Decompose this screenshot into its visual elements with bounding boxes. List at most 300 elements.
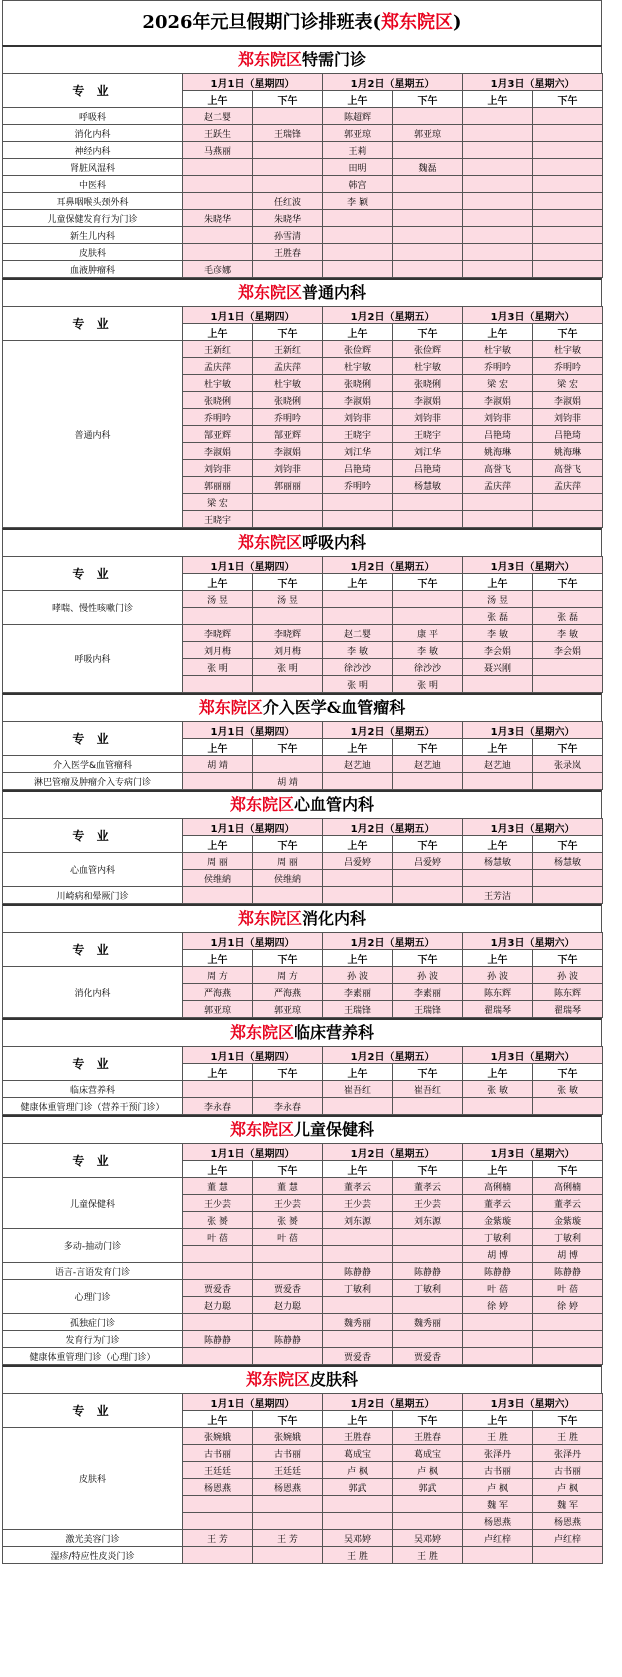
doctor-cell: 王胜春 <box>323 1428 393 1445</box>
doctor-cell: 张 敏 <box>463 1081 533 1098</box>
section-dept: 呼吸内科 <box>302 533 367 552</box>
pm-header: 下午 <box>253 739 323 756</box>
doctor-cell: 孙 波 <box>323 967 393 984</box>
pm-header: 下午 <box>253 836 323 853</box>
specialty-header: 专 业 <box>3 1144 183 1178</box>
doctor-cell <box>323 773 393 790</box>
pm-header: 下午 <box>253 1411 323 1428</box>
doctor-cell: 汤 昱 <box>463 591 533 608</box>
doctor-cell: 张俭辉 <box>323 341 393 358</box>
doctor-cell: 郜亚辉 <box>253 426 323 443</box>
doctor-cell: 王胜春 <box>253 244 323 261</box>
table-row <box>3 1263 603 1280</box>
doctor-cell <box>533 227 603 244</box>
specialty-header: 专 业 <box>3 74 183 108</box>
doctor-cell: 董孝云 <box>323 1178 393 1195</box>
doctor-cell: 李晓辉 <box>183 625 253 642</box>
doctor-cell: 张录岚 <box>533 756 603 773</box>
doctor-cell: 吕艳琦 <box>393 460 463 477</box>
doctor-cell: 赵二婴 <box>183 108 253 125</box>
doctor-cell <box>463 210 533 227</box>
doctor-cell <box>533 244 603 261</box>
doctor-cell: 张 磊 <box>533 608 603 625</box>
header-row-dates <box>3 307 603 324</box>
doctor-cell: 赵力聪 <box>253 1297 323 1314</box>
pm-header: 下午 <box>533 1411 603 1428</box>
date-header: 1月2日（星期五） <box>323 74 463 91</box>
doctor-cell: 崔吾红 <box>323 1081 393 1098</box>
doctor-cell: 王新红 <box>183 341 253 358</box>
doctor-cell <box>463 1348 533 1365</box>
table-row <box>3 773 603 790</box>
section-campus: 郑东院区 <box>237 533 302 552</box>
section-title <box>2 904 602 932</box>
doctor-cell <box>253 159 323 176</box>
date-header: 1月3日（星期六） <box>463 1047 603 1064</box>
doctor-cell: 赵艺迪 <box>393 756 463 773</box>
doctor-cell: 李素丽 <box>393 984 463 1001</box>
pm-header: 下午 <box>253 91 323 108</box>
doctor-cell: 王晓宇 <box>183 511 253 528</box>
pm-header: 下午 <box>393 950 463 967</box>
specialty-header: 专 业 <box>3 1394 183 1428</box>
doctor-cell <box>393 591 463 608</box>
schedule-table <box>2 556 603 693</box>
doctor-cell <box>463 176 533 193</box>
doctor-cell: 魏 军 <box>463 1496 533 1513</box>
doctor-cell: 崔吾红 <box>393 1081 463 1098</box>
date-header: 1月1日（星期四） <box>183 1144 323 1161</box>
doctor-cell: 吴邓婷 <box>323 1530 393 1547</box>
specialty-cell: 呼吸科 <box>3 108 183 125</box>
schedule-table <box>2 721 603 790</box>
doctor-cell: 魏磊 <box>393 159 463 176</box>
date-header: 1月3日（星期六） <box>463 933 603 950</box>
pm-header: 下午 <box>393 1411 463 1428</box>
doctor-cell: 葛成宝 <box>323 1445 393 1462</box>
doctor-cell: 陈静静 <box>533 1263 603 1280</box>
doctor-cell: 杨恩燕 <box>533 1513 603 1530</box>
doctor-cell <box>463 494 533 511</box>
doctor-cell <box>253 608 323 625</box>
specialty-cell: 健康体重管理门诊（心理门诊） <box>3 1348 183 1365</box>
section-campus: 郑东院区 <box>198 698 263 717</box>
doctor-cell <box>183 193 253 210</box>
doctor-cell: 李 敏 <box>463 625 533 642</box>
doctor-cell: 张婉娥 <box>253 1428 323 1445</box>
doctor-cell: 卢红梓 <box>533 1530 603 1547</box>
doctor-cell: 胡 博 <box>463 1246 533 1263</box>
pm-header: 下午 <box>533 1064 603 1081</box>
doctor-cell: 王瑞锋 <box>323 1001 393 1018</box>
doctor-cell <box>533 1098 603 1115</box>
pm-header: 下午 <box>253 574 323 591</box>
section-dept: 临床营养科 <box>294 1023 375 1042</box>
doctor-cell: 丁敏利 <box>393 1280 463 1297</box>
specialty-cell: 中医科 <box>3 176 183 193</box>
doctor-cell <box>533 193 603 210</box>
doctor-cell: 李会娟 <box>533 642 603 659</box>
doctor-cell <box>183 1496 253 1513</box>
specialty-cell: 哮喘、慢性咳嗽门诊 <box>3 591 183 625</box>
doctor-cell: 吕爱婷 <box>323 853 393 870</box>
doctor-cell <box>183 676 253 693</box>
doctor-cell: 杨恩燕 <box>463 1513 533 1530</box>
doctor-cell <box>533 176 603 193</box>
doctor-cell: 李 颖 <box>323 193 393 210</box>
date-header: 1月1日（星期四） <box>183 1394 323 1411</box>
table-row <box>3 1314 603 1331</box>
doctor-cell <box>393 210 463 227</box>
date-header: 1月3日（星期六） <box>463 74 603 91</box>
pm-header: 下午 <box>253 1161 323 1178</box>
am-header: 上午 <box>183 836 253 853</box>
doctor-cell: 李淑娟 <box>393 392 463 409</box>
doctor-cell <box>323 608 393 625</box>
am-header: 上午 <box>323 574 393 591</box>
doctor-cell: 刘钧菲 <box>533 409 603 426</box>
date-header: 1月2日（星期五） <box>323 1394 463 1411</box>
doctor-cell: 董 慧 <box>183 1178 253 1195</box>
section-campus: 郑东院区 <box>229 795 294 814</box>
specialty-cell: 孤独症门诊 <box>3 1314 183 1331</box>
doctor-cell <box>393 261 463 278</box>
specialty-header: 专 业 <box>3 1047 183 1081</box>
schedule-table <box>2 1046 603 1115</box>
doctor-cell: 聂兴刚 <box>463 659 533 676</box>
doctor-cell <box>253 756 323 773</box>
doctor-cell: 郭亚琼 <box>183 1001 253 1018</box>
table-row <box>3 125 603 142</box>
doctor-cell <box>393 1246 463 1263</box>
doctor-cell <box>183 1513 253 1530</box>
doctor-cell <box>253 108 323 125</box>
table-row <box>3 1348 603 1365</box>
doctor-cell <box>183 244 253 261</box>
schedule-sections <box>2 45 602 1564</box>
doctor-cell: 赵艺迪 <box>323 756 393 773</box>
section-campus: 郑东院区 <box>237 50 302 69</box>
doctor-cell: 杜宇敏 <box>253 375 323 392</box>
specialty-cell: 湿疹/特应性皮炎门诊 <box>3 1547 183 1564</box>
doctor-cell <box>253 176 323 193</box>
doctor-cell <box>323 494 393 511</box>
doctor-cell: 王廷廷 <box>253 1462 323 1479</box>
doctor-cell: 刘江华 <box>323 443 393 460</box>
doctor-cell: 王芳洁 <box>463 887 533 904</box>
doctor-cell: 陈东辉 <box>533 984 603 1001</box>
doctor-cell: 乔明吟 <box>533 358 603 375</box>
doctor-cell <box>323 870 393 887</box>
doctor-cell <box>183 608 253 625</box>
doctor-cell: 杨恩燕 <box>183 1479 253 1496</box>
table-row <box>3 1081 603 1098</box>
doctor-cell: 王 芳 <box>183 1530 253 1547</box>
doctor-cell: 贾爱香 <box>323 1348 393 1365</box>
doctor-cell: 王 芳 <box>253 1530 323 1547</box>
table-row <box>3 591 603 608</box>
am-header: 上午 <box>183 950 253 967</box>
doctor-cell <box>323 227 393 244</box>
doctor-cell: 田明 <box>323 159 393 176</box>
pm-header: 下午 <box>393 574 463 591</box>
doctor-cell: 乔明吟 <box>183 409 253 426</box>
table-row <box>3 159 603 176</box>
doctor-cell <box>253 676 323 693</box>
section-campus: 郑东院区 <box>229 1023 294 1042</box>
doctor-cell: 毛彦娜 <box>183 261 253 278</box>
date-header: 1月2日（星期五） <box>323 307 463 324</box>
table-row <box>3 967 603 984</box>
doctor-cell <box>323 511 393 528</box>
specialty-header: 专 业 <box>3 557 183 591</box>
doctor-cell: 李晓辉 <box>253 625 323 642</box>
pm-header: 下午 <box>393 91 463 108</box>
doctor-cell <box>533 591 603 608</box>
doctor-cell <box>323 1331 393 1348</box>
doctor-cell: 姚海琳 <box>533 443 603 460</box>
doctor-cell <box>393 870 463 887</box>
doctor-cell: 王新红 <box>253 341 323 358</box>
doctor-cell <box>323 591 393 608</box>
doctor-cell: 丁敏利 <box>323 1280 393 1297</box>
doctor-cell: 魏 军 <box>533 1496 603 1513</box>
doctor-cell: 张 磊 <box>463 608 533 625</box>
section-title <box>2 693 602 721</box>
doctor-cell <box>393 773 463 790</box>
doctor-cell: 刘月梅 <box>183 642 253 659</box>
doctor-cell <box>463 676 533 693</box>
specialty-cell: 儿童保健科 <box>3 1178 183 1229</box>
doctor-cell: 李会娟 <box>463 642 533 659</box>
doctor-cell: 杜宇敏 <box>463 341 533 358</box>
table-row <box>3 1428 603 1445</box>
doctor-cell: 董孝云 <box>533 1195 603 1212</box>
section-dept: 消化内科 <box>302 909 367 928</box>
title-main: 2026年元旦假期门诊排班表( <box>142 12 382 33</box>
date-header: 1月1日（星期四） <box>183 307 323 324</box>
doctor-cell: 郜亚辉 <box>183 426 253 443</box>
schedule-page <box>2 0 602 1564</box>
doctor-cell <box>533 676 603 693</box>
doctor-cell: 王瑞锋 <box>393 1001 463 1018</box>
doctor-cell: 古书丽 <box>463 1462 533 1479</box>
table-row <box>3 1331 603 1348</box>
doctor-cell: 吴邓婷 <box>393 1530 463 1547</box>
doctor-cell: 李 敏 <box>533 625 603 642</box>
doctor-cell: 孟庆萍 <box>533 477 603 494</box>
doctor-cell: 郭武 <box>393 1479 463 1496</box>
doctor-cell: 李淑娟 <box>323 392 393 409</box>
doctor-cell: 任红波 <box>253 193 323 210</box>
doctor-cell: 贾爱香 <box>253 1280 323 1297</box>
doctor-cell: 郭亚琼 <box>323 125 393 142</box>
specialty-header: 专 业 <box>3 819 183 853</box>
doctor-cell: 梁 宏 <box>533 375 603 392</box>
doctor-cell: 刘钧菲 <box>183 460 253 477</box>
am-header: 上午 <box>183 574 253 591</box>
doctor-cell: 杜宇敏 <box>183 375 253 392</box>
doctor-cell: 张 明 <box>323 676 393 693</box>
date-header: 1月3日（星期六） <box>463 722 603 739</box>
doctor-cell <box>393 608 463 625</box>
schedule-table <box>2 932 603 1018</box>
doctor-cell: 杨慧敏 <box>463 853 533 870</box>
doctor-cell: 王少芸 <box>393 1195 463 1212</box>
doctor-cell: 康 平 <box>393 625 463 642</box>
doctor-cell: 陈静静 <box>463 1263 533 1280</box>
doctor-cell: 孙 波 <box>393 967 463 984</box>
doctor-cell: 汤 昱 <box>183 591 253 608</box>
pm-header: 下午 <box>253 1064 323 1081</box>
doctor-cell <box>533 1348 603 1365</box>
doctor-cell: 张俭辉 <box>393 341 463 358</box>
doctor-cell: 徐沙沙 <box>393 659 463 676</box>
doctor-cell: 郭亚琼 <box>393 125 463 142</box>
doctor-cell: 张 明 <box>393 676 463 693</box>
section-title <box>2 1018 602 1046</box>
doctor-cell: 杨恩燕 <box>253 1479 323 1496</box>
doctor-cell: 吕艳琦 <box>463 426 533 443</box>
doctor-cell: 赵力聪 <box>183 1297 253 1314</box>
am-header: 上午 <box>323 836 393 853</box>
doctor-cell: 葛成宝 <box>393 1445 463 1462</box>
doctor-cell <box>463 1331 533 1348</box>
doctor-cell: 董孝云 <box>463 1195 533 1212</box>
doctor-cell: 叶 蓓 <box>183 1229 253 1246</box>
doctor-cell: 高俐楠 <box>533 1178 603 1195</box>
specialty-cell: 淋巴管瘤及肿瘤介入专病门诊 <box>3 773 183 790</box>
am-header: 上午 <box>323 950 393 967</box>
am-header: 上午 <box>183 1064 253 1081</box>
doctor-cell: 李 敏 <box>323 642 393 659</box>
doctor-cell: 陈静静 <box>393 1263 463 1280</box>
date-header: 1月2日（星期五） <box>323 1047 463 1064</box>
pm-header: 下午 <box>253 950 323 967</box>
doctor-cell <box>253 1314 323 1331</box>
header-row-dates <box>3 74 603 91</box>
specialty-cell: 多动-抽动门诊 <box>3 1229 183 1263</box>
doctor-cell <box>183 1314 253 1331</box>
doctor-cell: 金紫璇 <box>533 1212 603 1229</box>
doctor-cell <box>323 210 393 227</box>
specialty-cell: 临床营养科 <box>3 1081 183 1098</box>
doctor-cell: 姚海琳 <box>463 443 533 460</box>
table-row <box>3 1098 603 1115</box>
doctor-cell: 孙 波 <box>463 967 533 984</box>
specialty-cell: 消化内科 <box>3 125 183 142</box>
section-campus: 郑东院区 <box>237 909 302 928</box>
table-row <box>3 1178 603 1195</box>
table-row <box>3 193 603 210</box>
pm-header: 下午 <box>533 836 603 853</box>
doctor-cell <box>533 870 603 887</box>
pm-header: 下午 <box>533 91 603 108</box>
doctor-cell <box>463 227 533 244</box>
doctor-cell: 张晓俐 <box>183 392 253 409</box>
doctor-cell: 陈静静 <box>183 1331 253 1348</box>
pm-header: 下午 <box>533 574 603 591</box>
doctor-cell: 王瑞锋 <box>253 125 323 142</box>
doctor-cell: 张泽丹 <box>533 1445 603 1462</box>
table-row <box>3 227 603 244</box>
doctor-cell: 张 明 <box>253 659 323 676</box>
doctor-cell <box>183 887 253 904</box>
date-header: 1月2日（星期五） <box>323 722 463 739</box>
pm-header: 下午 <box>393 1161 463 1178</box>
doctor-cell <box>393 193 463 210</box>
doctor-cell: 王 胜 <box>533 1428 603 1445</box>
doctor-cell <box>533 125 603 142</box>
doctor-cell: 叶 蓓 <box>463 1280 533 1297</box>
doctor-cell <box>253 1263 323 1280</box>
doctor-cell <box>533 511 603 528</box>
table-row <box>3 625 603 642</box>
section-title <box>2 1115 602 1143</box>
doctor-cell <box>463 1098 533 1115</box>
table-row <box>3 1280 603 1297</box>
date-header: 1月1日（星期四） <box>183 74 323 91</box>
specialty-cell: 皮肤科 <box>3 244 183 261</box>
doctor-cell: 郭亚琼 <box>253 1001 323 1018</box>
doctor-cell: 刘江华 <box>393 443 463 460</box>
doctor-cell: 杨慧敏 <box>393 477 463 494</box>
doctor-cell: 郭丽丽 <box>253 477 323 494</box>
doctor-cell <box>533 210 603 227</box>
doctor-cell <box>393 1229 463 1246</box>
doctor-cell: 李永春 <box>253 1098 323 1115</box>
doctor-cell: 刘钧菲 <box>253 460 323 477</box>
pm-header: 下午 <box>533 1161 603 1178</box>
doctor-cell: 乔明吟 <box>253 409 323 426</box>
header-row-dates <box>3 1144 603 1161</box>
header-row-dates <box>3 722 603 739</box>
doctor-cell: 梁 宏 <box>183 494 253 511</box>
specialty-cell: 呼吸内科 <box>3 625 183 693</box>
doctor-cell: 徐 婷 <box>463 1297 533 1314</box>
doctor-cell <box>183 1246 253 1263</box>
doctor-cell: 周 丽 <box>253 853 323 870</box>
doctor-cell: 郭丽丽 <box>183 477 253 494</box>
title-campus: 郑东院区 <box>381 12 454 33</box>
specialty-cell: 消化内科 <box>3 967 183 1018</box>
doctor-cell <box>253 1513 323 1530</box>
date-header: 1月2日（星期五） <box>323 819 463 836</box>
section-dept: 介入医学&血管瘤科 <box>262 698 406 717</box>
doctor-cell: 周 方 <box>253 967 323 984</box>
doctor-cell: 侯维納 <box>183 870 253 887</box>
doctor-cell <box>323 887 393 904</box>
doctor-cell <box>183 1263 253 1280</box>
doctor-cell <box>393 1513 463 1530</box>
doctor-cell: 张晓俐 <box>323 375 393 392</box>
doctor-cell: 陈静静 <box>323 1263 393 1280</box>
doctor-cell: 王晓宇 <box>323 426 393 443</box>
pm-header: 下午 <box>393 836 463 853</box>
pm-header: 下午 <box>253 324 323 341</box>
specialty-header: 专 业 <box>3 307 183 341</box>
doctor-cell <box>393 511 463 528</box>
date-header: 1月1日（星期四） <box>183 819 323 836</box>
date-header: 1月3日（星期六） <box>463 557 603 574</box>
section-campus: 郑东院区 <box>237 283 302 302</box>
doctor-cell <box>253 494 323 511</box>
doctor-cell: 乔明吟 <box>463 358 533 375</box>
doctor-cell <box>393 142 463 159</box>
schedule-table <box>2 1393 603 1564</box>
doctor-cell: 周 丽 <box>183 853 253 870</box>
specialty-cell: 心血管内科 <box>3 853 183 887</box>
